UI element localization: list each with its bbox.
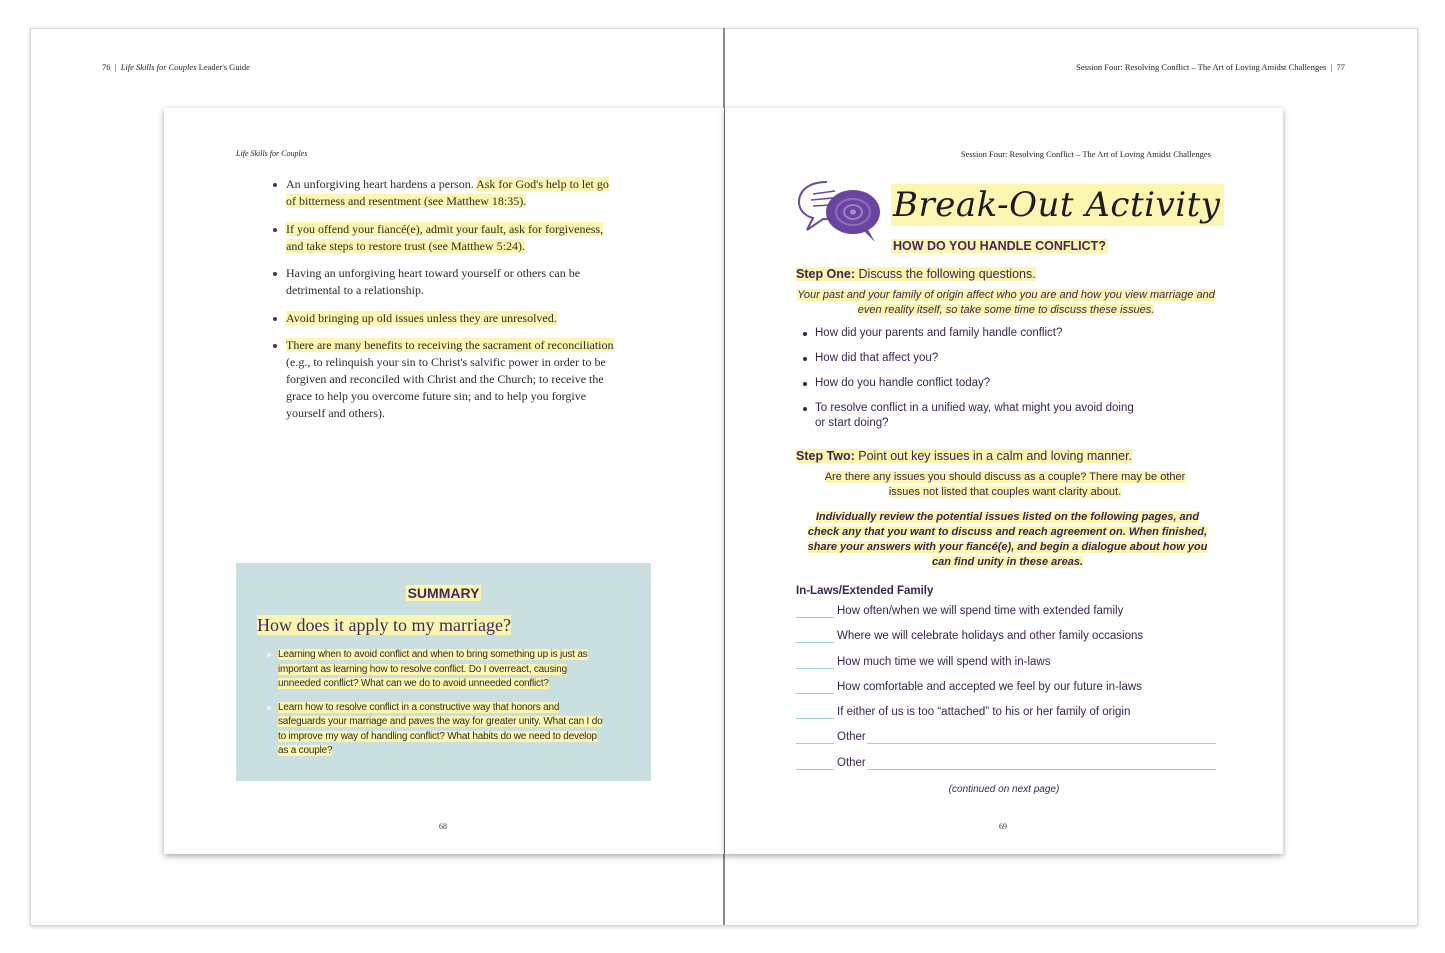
step-two-intro xyxy=(820,470,1190,500)
category-title: In-Laws/Extended Family xyxy=(796,585,934,597)
other-fill-line[interactable] xyxy=(867,731,1216,744)
checklist-label: How comfortable and accepted we feel by our future in-laws xyxy=(837,680,1142,693)
step-one xyxy=(796,267,1036,281)
list-item xyxy=(266,648,606,692)
checklist-label: How often/when we will spend time with extended family xyxy=(837,605,1124,617)
list-item xyxy=(266,701,606,759)
inner-header-right: Session Four: Resolving Conflict – The Art of Loving Amidst Challenges xyxy=(960,149,1211,159)
highlighted-text: Ask for God's help to let go of bitterness and resentment (see Matthew 18:35). xyxy=(286,177,609,208)
check-blank[interactable] xyxy=(796,656,834,669)
list-item xyxy=(270,176,615,210)
step-label: Step Two: xyxy=(796,449,855,463)
list-item xyxy=(270,265,615,299)
checklist-label: If either of us is too “attached” to his or her family of origin xyxy=(837,706,1131,719)
separator: | xyxy=(114,62,117,72)
text: (e.g., to relinquish your sin to Christ's salvific power in order to be forgiven and reconciled with Christ and the Church; to receive the grace to help you overcome future sin; and to help you forgive yourself and others). xyxy=(286,355,606,420)
check-blank[interactable] xyxy=(796,681,834,694)
step-two-instructions xyxy=(805,510,1210,570)
highlighted-text: Learn how to resolve conflict in a constructive way that honors and safeguards your marriage and paves the way for greater unity. What can I do to improve my way of handling conflict? What habits do we need to develop as a couple? xyxy=(278,701,603,756)
list-item xyxy=(270,310,615,327)
inner-header-left: Life Skills for Couples xyxy=(236,149,308,158)
checklist-label: Other xyxy=(837,756,866,769)
check-blank[interactable] xyxy=(796,706,834,719)
check-blank[interactable] xyxy=(796,630,834,643)
checklist-label: Where we will celebrate holidays and other family occasions xyxy=(837,630,1144,643)
separator: | xyxy=(1330,62,1333,72)
step-text: Point out key issues in a calm and loving manner. xyxy=(854,449,1133,463)
highlighted-text: Avoid bringing up old issues unless they are unresolved. xyxy=(286,310,557,325)
step-one-intro-text: Your past and your family of origin affect who you are and how you view marriage and even reality itself, so take some time to discuss these issues. xyxy=(797,289,1215,316)
list-item xyxy=(270,337,615,422)
question-list xyxy=(802,326,1222,441)
step-two-intro-text: Are there any issues you should discuss as a couple? There may be other issues not listed that couples want clarity about. xyxy=(824,471,1186,498)
highlighted-text: Learning when to avoid conflict and when to bring something up is just as important as learning how to resolve conflict. Do I overreact, causing unneeded conflict? What can we do to avoid unneeded conflict? xyxy=(278,649,588,689)
check-blank[interactable] xyxy=(796,757,834,770)
list-item: How did your parents and family handle conflict? xyxy=(802,326,1222,341)
running-head-left xyxy=(102,62,250,72)
text: Having an unforgiving heart toward yourself or others can be detrimental to a relationship. xyxy=(286,266,581,297)
text: An unforgiving heart hardens a person. xyxy=(286,177,477,191)
inner-page-right xyxy=(725,108,1283,854)
step-two xyxy=(796,449,1132,463)
book-title: Life Skills for Couples xyxy=(120,62,197,72)
step-one-line xyxy=(796,267,1036,281)
page-number: 76 xyxy=(102,62,111,72)
check-blank[interactable] xyxy=(796,731,834,744)
step-two-line xyxy=(796,449,1132,463)
continued-note: (continued on next page) xyxy=(948,784,1060,795)
checklist-row xyxy=(796,681,1216,706)
summary-title xyxy=(236,585,651,601)
session-title: Session Four: Resolving Conflict – The Art of Loving Amidst Challenges xyxy=(1076,62,1327,72)
checklist-row-other xyxy=(796,731,1216,756)
list-item: How do you handle conflict today? xyxy=(802,376,1222,391)
book-title-rest: Leader's Guide xyxy=(196,62,250,72)
checklist-row xyxy=(796,656,1216,681)
step-text: Discuss the following questions. xyxy=(855,267,1036,281)
checklist-label: How much time we will spend with in-laws xyxy=(837,655,1051,668)
inner-page-left xyxy=(164,108,724,854)
list-item xyxy=(270,221,615,255)
page-number: 77 xyxy=(1336,62,1345,72)
check-blank[interactable] xyxy=(796,605,834,618)
summary-list xyxy=(266,648,606,768)
checklist xyxy=(796,605,1216,782)
bullet-list xyxy=(270,176,615,433)
checklist-label: Other xyxy=(837,731,866,744)
highlighted-text: There are many benefits to receiving the sacrament of reconciliation xyxy=(286,338,614,352)
list-item: To resolve conflict in a unified way, what might you avoid doing or start doing? xyxy=(802,401,1145,431)
checklist-row xyxy=(796,605,1216,630)
highlighted-text: If you offend your fiancé(e), admit your fault, ask for forgiveness, and take steps to restore trust (see Matthew 5:24). xyxy=(286,221,604,253)
page-number-left: 68 xyxy=(439,822,447,831)
summary-title-text: SUMMARY xyxy=(407,585,480,601)
step-label: Step One: xyxy=(796,267,856,281)
summary-question xyxy=(257,615,511,636)
speech-bubbles-icon xyxy=(797,178,887,248)
step-two-instructions-text: Individually review the potential issues listed on the following pages, and check any that you want to discuss and reach agreement on. When finished, share your answers with your fiancé(e), and begin a dialogue about how you can find unity in these areas. xyxy=(807,511,1208,568)
checklist-row-other xyxy=(796,757,1216,782)
list-item: How did that affect you? xyxy=(802,351,1222,366)
activity-subtitle: HOW DO YOU HANDLE CONFLICT? xyxy=(893,239,1106,253)
page-number-right: 69 xyxy=(999,822,1007,831)
checklist-row xyxy=(796,706,1216,731)
activity-title: Break-Out Activity xyxy=(891,184,1224,226)
running-head-right xyxy=(1076,62,1345,72)
summary-question-text: How does it apply to my marriage? xyxy=(257,615,511,635)
summary-box xyxy=(236,563,651,781)
step-one-intro xyxy=(796,288,1216,318)
checklist-row xyxy=(796,630,1216,655)
other-fill-line[interactable] xyxy=(867,757,1216,770)
